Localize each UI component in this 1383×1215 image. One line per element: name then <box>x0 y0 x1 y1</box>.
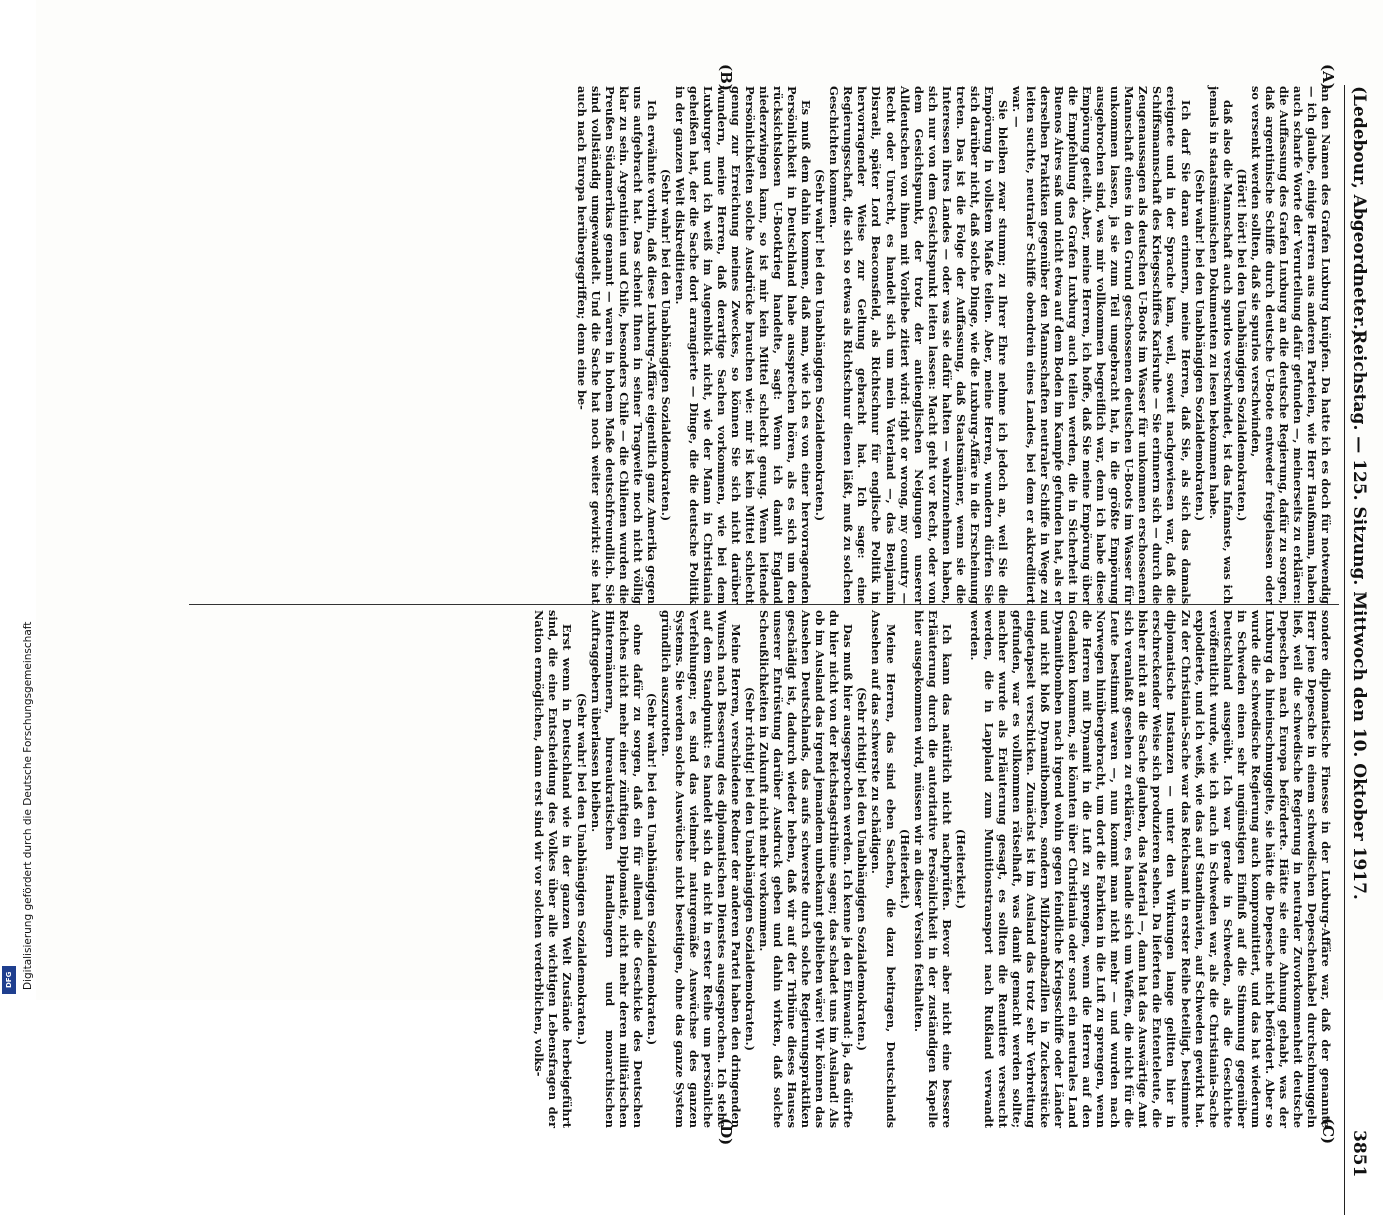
interjection: (Sehr wahr! bei den Unabhängigen Sozialdemokraten.) <box>1192 168 1207 522</box>
paragraph: Es muß dem dahin kommen, daß man, wie ich es von einer hervorragenden Persönlichkeit in Deutschland habe aussprechen hören, als es sich um den rücksichtslosen U-Bootkrieg handelte, sagt: Wenn ich damit England niederzwingen kann, so ist mir kein Mittel schlecht genug. Wenn leitende Persönlichkeiten solche Ausdrücke brauchen wie: mir ist kein Mittel schlecht genug zur Erreichung meines Zweckes, so können Sie sich nicht darüber wundern, meine Herren, daß derartige Sachen vorkommen, wie bei dem Luxburger und ich weiß im Augenblick nicht, wie der Mann in Christiania geheißen hat, der die Sache dort arrangierte — Dinge, die die deutsche Politik in der ganzen Welt diskreditieren. <box>672 86 814 604</box>
paragraph: Meine Herren, das sind eben Sachen, die dazu beitragen, Deutschlands Ansehen auf das schwerste zu schädigen. <box>869 610 898 1128</box>
paragraph: Das muß hier ausgesprochen werden. Ich kenne ja den Einwand: ja, das dürfte du hier nicht von der Reichstagstribüne sagen; das schadet uns im Ausland! Als ob im Ausland das irgend jemandem unbekannt geblieben wäre! Wir können das Ansehen Deutschlands, das aufs schwerste durch solche Regierungspraktiken geschädigt ist, dadurch wieder heben, daß wir auf der Tribüne dieses Hauses unserer Entrüstung darüber Ausdruck geben und dahin wirken, daß solche Scheußlichkeiten in Zukunft nicht mehr vorkommen. <box>757 610 856 1128</box>
margin-marker-c: (C) <box>1319 1118 1337 1145</box>
left-column <box>193 86 1333 604</box>
column-divider <box>189 604 1339 605</box>
margin-marker-d: (D) <box>717 1118 735 1146</box>
paragraph: Ich erwähnte vorhin, daß diese Luxburg-Affäre eigentlich ganz Amerika gegen uns aufgebracht hat. Das scheint Ihnen in seiner Tragweite noch nicht völlig klar zu sein. Argentinien und Chile, besonders Chile — die Chilenen wurden die Preußen Südamerikas genannt — waren in hohem Maße deutschfreundlich. Sie sind vollständig umgewandelt. Und die Sache hat noch weiter gewirkt: sie hat auch nach Europa herübergegriffen; denn eine be- <box>574 86 659 604</box>
interjection: (Heiterkeit.) <box>897 828 912 910</box>
paragraph: sondere diplomatische Finesse in der Luxburg-Affäre war, daß der genannte Herr jene Depesche in einem schwedischen Depeschenkabel durchschmuggeln ließ, weil die schwedische Regierung in neutraler Zuvorkommenheit deutsche Depeschen nach Europa beförderte. Hätte sie eine Ahnung gehabt, was der Luxburg da hineinschmuggelte, sie hätte die Depesche nicht befördert. Aber so wurde die schwedische Regierung auch kompromittiert, und das hat wiederum in Schweden einen sehr ungünstigen Einfluß auf die Stimmung gegenüber Deutschland ausgeübt. Ich war gerade in Schweden, als die Geschichte veröffentlicht wurde, wie ich auch in Schweden war, als die Christiania-Sache explodierte, und ich weiß, wie das auf Standinavien, auf Schweden gewirkt hat. Zu der Christiania-Sache war das Reichsamt in erster Reihe beteiligt, bestimmte diplomatische Instanzen — unter den Wirkungen lange gelitten hier in erschreckender Weise sich produzieren sehen. Da lieferten die Ententeleute, die bisher nicht an die Sache glauben, das Material —, dann hat das Auswärtige Amt sich veranlaßt gesehen zu erklären, es handle sich um Waffen, die nicht für die Leute bestimmt waren —, nun kommt man nicht mehr — und wurden nach Norwegen hinübergebracht, um dort die Fabriken in die Luft zu sprengen, wenn die Herren mit Dynamit in die Luft zu sprengen, wenn die Herren auf den Gedanken kommen, sie könnten über Christiania oder sonst ein neutrales Land Dynamitbomben nach irgend wohin gegen feindliche Kriegsschiffe oder Länder und nicht bloß Dynamitbomben, sondern Milzbrandbazillen in Zuckerstücke eingetapselt verschicken. Zunächst ist im Ausland das trotz sehr Verbreitung gefunden, war es vollkommen rätselhaft, was damit gemacht werden sollte; nachher wurde als Erläuterung gesagt, es sollten die Renntiere verseucht werden, die in Lappland zum Munitionstransport nach Rußland verwandt werden. <box>967 610 1333 1128</box>
interjection: (Sehr wahr! bei den Unabhängigen Sozialdemokraten.) <box>644 692 659 1046</box>
page-title: Reichstag. — 125. Sitzung. Mittwoch den 10. Oktober 1917. <box>1349 330 1369 900</box>
page-number: 3851 <box>1349 1130 1369 1178</box>
paragraph: Meine Herren, verschiedene Redner der anderen Partei haben den dringenden Wunsch nach Besserung des diplomatischen Dienstes ausgesprochen. Ich stehe auf dem Standpunkt: es handelt sich da nicht in erster Reihe um persönliche Verfehlungen; es sind das vielmehr naturgemäße Auswüchse des ganzen Systems. Sie werden solche Auswüchse nicht beseitigen, ohne das ganze System gründlich auszurotten. <box>658 610 744 1128</box>
paragraph: Sie bleiben zwar stumm; zu Ihrer Ehre nehme ich jedoch an, weil Sie die Empörung in vollstem Maße teilen. Aber, meine Herren, wundern dürfen Sie sich darüber nicht, daß solche Dinge, wie die Luxburg-Affäre in die Erscheinung treten. Das ist die Folge der Auffassung, daß Staatsmänner, wenn sie die Interessen ihres Landes — oder was sie dafür halten — wahrzunehmen haben, sich nur von dem Gesichtspunkt leiten lassen: Macht geht vor Recht, oder von dem Gesichtspunkt, der trotz der antienglischen Neigungen unserer Alldeutschen von ihnen mit Vorliebe zitiert wird: right or wrong, my country — Recht oder Unrecht, es handelt sich um mein Vaterland —, das Benjamin Disraeli, später Lord Beaconsfield, als Richtschnur für englische Politik in hervorragender Weise zur Geltung gebracht hat. Ich sage: eine Regierungsschaft, die sich so etwas als Richtschnur dienen läßt, muß zu solchen Geschichten kommen. <box>827 86 1010 604</box>
footer-credit: Digitalisierung gefördert durch die Deutsche Forschungsgemeinschaft <box>22 621 34 990</box>
paragraph: Ich kann das natürlich nicht nachprüfen. Bevor aber nicht eine bessere Erläuterung durch die autoritative Persönlichkeit in der zuständigen Kapelle hier ausgekommen wird, müssen wir an dieser Version festhalten. <box>911 610 954 1128</box>
margin-marker-a: (A) <box>1319 64 1337 90</box>
interjection: (Hört! hört! bei den Unabhängigen Sozialdemokraten.) <box>1234 168 1249 522</box>
header-rule <box>1344 85 1345 1215</box>
paragraph: ohne dafür zu sorgen, daß ein für allemal die Geschicke des Deutschen Reiches nicht mehr einer zünftigen Diplomatie, nicht mehr deren militärischen Hintermännern, bureaukratischen Handlangern und monarchischen Auftraggebern überlassen bleiben. <box>588 610 645 1128</box>
margin-marker-b: (B) <box>717 64 735 91</box>
interjection: (Sehr wahr! bei den Unabhängigen Sozialdemokraten.) <box>658 168 673 522</box>
side-margin <box>0 0 36 1000</box>
speaker-header: (Ledebour, Abgeordneter.) <box>1349 86 1369 338</box>
interjection: (Heiterkeit.) <box>953 828 968 910</box>
paragraph: Erst wenn in Deutschland wie in der ganzen Welt Zustände herbeigeführt sind, die eine Entscheidung des Volkes über alle wichtigen Lebensfragen der Nation ermöglichen, dann erst sind wir vor solchen verderblichen, volks- <box>532 610 575 1128</box>
paragraph: Ich darf Sie daran erinnern, meine Herren, daß Sie, als sich das damals ereignete und in der Sprache kam, weil, soweit nachgewiesen war, daß die Schiffsmannschaft des Kriegsschiffes Karlsruhe — Sie erinnern sich — durch die Zeugenaussagen als deutschen U-Boots im Wasser für unkommen erschossenen Mannschaft eines in den Grund geschossenen deutschen U-Boots im Wasser für unkommen lassen, ja sie zum Teil umgebracht hat, in die größte Empörung ausgebrochen sind, was mir vollkommen begreiflich war, denn ich habe diese Empörung geteilt. Aber, meine Herren, ich hoffe, daß Sie meine Empörung über die Empfehlung des Grafen Luxburg auch teilen werden, die in Sicherheit in Buenos Aires saß und nicht etwa auf dem Boden im Kampfe gefunden hat, als er derselben Praktiken gegenüber den Mannschaften neutraler Schiffe in Wege zu leiten suchte, neutraler Schiffe obendrein eines Landes, bei dem er akkreditiert war. — <box>1009 86 1193 604</box>
dfg-logo: DFG <box>2 966 16 994</box>
right-column <box>193 610 1333 1128</box>
interjection: (Sehr wahr! bei den Unabhängigen Sozialdemokraten.) <box>813 168 828 522</box>
interjection: (Sehr wahr! bei den Unabhängigen Sozialdemokraten.) <box>574 692 589 1046</box>
paragraph: an den Namen des Grafen Luxburg knüpfen. Da hatte ich es doch für notwendig — ich glaube, einige Herren aus anderen Parteien, wie Herr Haußmann, haben auch scharfe Worte der Verurteilung dafür gefunden —, meinerseits zu erklären: die Auffassung des Grafen Luxburg an die deutsche Regierung, dafür zu sorgen, daß argentinische Schiffe durch deutsche U-Boote entweder freigelassen oder so versenkt werden sollten, daß sie spurlos verschwinden, <box>1248 86 1333 604</box>
interjection: (Sehr richtig! bei den Unabhängigen Sozialdemokraten.) <box>855 687 870 1051</box>
paragraph: daß also die Mannschaft auch spurlos verschwindet, ist das Infamste, was ich jemals in staatsmännischen Dokumenten zu lesen bekommen habe. <box>1206 86 1235 604</box>
interjection: (Sehr richtig! bei den Unabhängigen Sozialdemokraten.) <box>743 687 758 1051</box>
